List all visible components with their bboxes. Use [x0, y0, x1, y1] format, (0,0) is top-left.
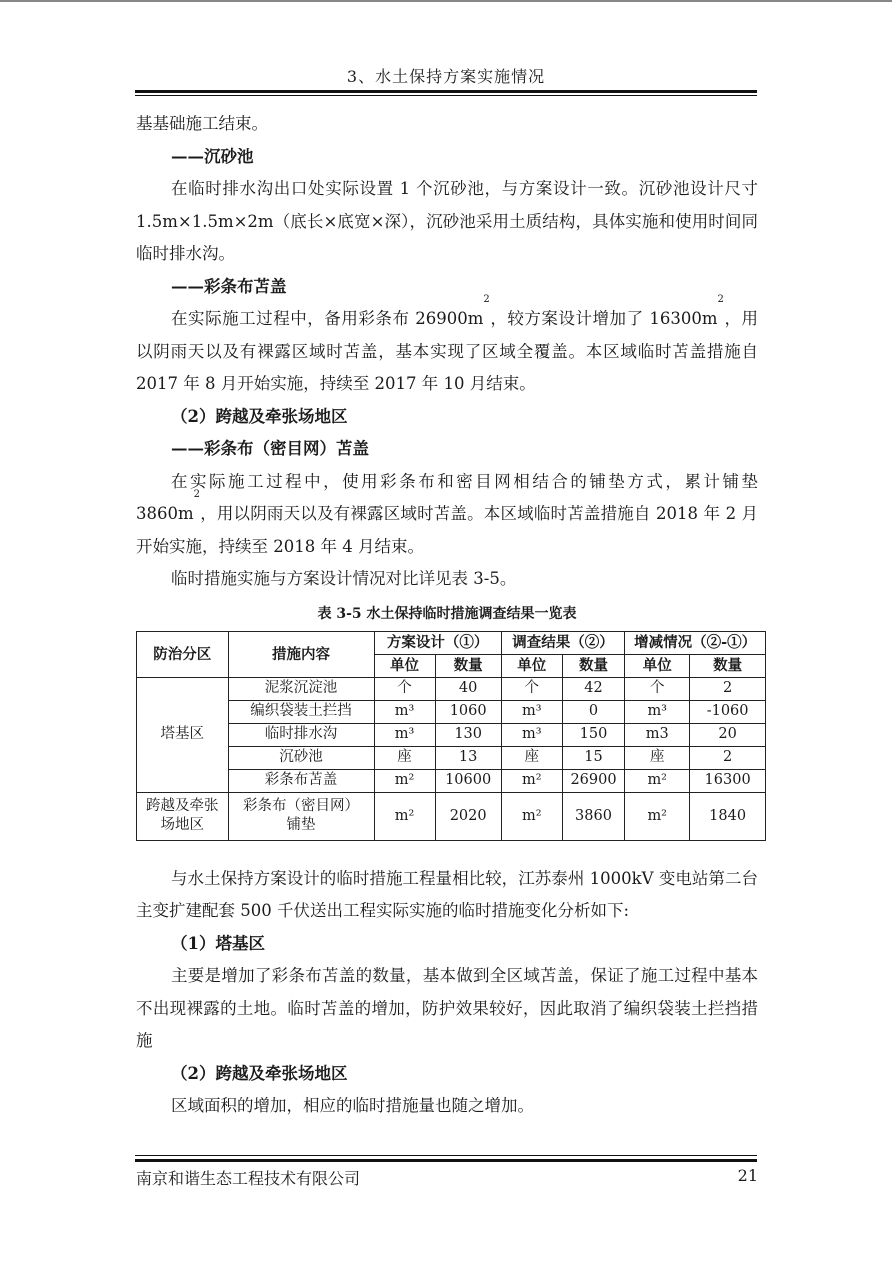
table-row [137, 700, 766, 723]
subheading-crossing-area: （2）跨越及牵张场地区 [171, 406, 348, 426]
table-row [137, 746, 766, 769]
cell: 1060 [435, 700, 501, 723]
superscript: 2 [717, 294, 724, 305]
cell: 13 [435, 746, 501, 769]
measure-cell: 彩条布（密目网）铺垫 [228, 792, 374, 840]
header-unit: 单位 [625, 654, 690, 677]
superscript: 2 [483, 294, 490, 305]
paragraph: 基基础施工结束。 [136, 114, 268, 133]
cell: m³ [501, 700, 562, 723]
subheading-tower-area: （1）塔基区 [171, 933, 265, 953]
cell: 15 [562, 746, 624, 769]
header-survey: 调查结果（②） [501, 631, 624, 654]
superscript: 2 [193, 489, 201, 500]
paragraph: 与水土保持方案设计的临时措施工程量相比较，江苏泰州 1000kV 变电站第二台主变扩建配套 500 千伏送出工程实际实施的临时措施变化分析如下: [136, 868, 758, 920]
text-run: 在实际施工过程中，备用彩条布 26900m [171, 309, 484, 328]
measure-cell: 泥浆沉淀池 [228, 677, 374, 700]
paragraph: 区域面积的增加，相应的临时措施量也随之增加。 [171, 1096, 534, 1115]
text-run: 在实际施工过程中，使用彩条布和密目网相结合的铺垫方式，累计铺垫 3860m [136, 471, 758, 523]
table-caption: 表 3-5 水土保持临时措施调查结果一览表 [317, 605, 577, 622]
subheading-crossing-area: （2）跨越及牵张场地区 [171, 1063, 348, 1083]
cell: 42 [562, 677, 624, 700]
text-run: ，用以阴雨天以及有裸露区域时苫盖，基本实现了区域全覆盖。本区域临时苫盖措施自 2017 年 8 月开始实施，持续至 2017 年 10 月结束。 [136, 309, 758, 393]
header-qty: 数量 [435, 654, 501, 677]
cell: 个 [501, 677, 562, 700]
paragraph [136, 294, 758, 401]
spacer [136, 841, 758, 863]
cell: 2020 [435, 792, 501, 840]
table-row [137, 723, 766, 746]
cell: 20 [690, 723, 766, 746]
paragraph: 主要是增加了彩条布苫盖的数量，基本做到全区域苫盖，保证了施工过程中基本不出现裸露的土地。临时苫盖的增加，防护效果较好，因此取消了编织袋装土拦挡措施 [136, 966, 758, 1050]
cell: 150 [562, 723, 624, 746]
header-change: 增减情况（②-①） [625, 631, 766, 654]
zone-cell: 跨越及牵张场地区 [137, 792, 229, 840]
cell: 130 [435, 723, 501, 746]
cell: m² [374, 792, 435, 840]
measure-cell: 编织袋装土拦挡 [228, 700, 374, 723]
cell: m² [501, 792, 562, 840]
cell: m³ [501, 723, 562, 746]
header-rule-thick [135, 90, 757, 93]
cell: 1840 [690, 792, 766, 840]
cell: 40 [435, 677, 501, 700]
cell: m³ [625, 700, 690, 723]
page-header-title: 3、水土保持方案实施情况 [346, 67, 546, 86]
header-qty: 数量 [690, 654, 766, 677]
cell: 个 [374, 677, 435, 700]
table-row [137, 769, 766, 792]
cell: 2 [690, 677, 766, 700]
cell: 2 [690, 746, 766, 769]
page-number: 21 [737, 1166, 758, 1185]
subheading-cloth-mesh-cover: ——彩条布（密目网）苫盖 [171, 439, 369, 458]
text-run: ，用以阴雨天以及有裸露区域时苫盖。本区域临时苫盖措施自 2018 年 2 月开始实施，持续至 2018 年 4 月结束。 [136, 504, 758, 556]
header-unit: 单位 [501, 654, 562, 677]
header-zone: 防治分区 [137, 631, 229, 677]
header-plan: 方案设计（①） [374, 631, 501, 654]
cell: 座 [625, 746, 690, 769]
temporary-measures-table [136, 631, 766, 841]
header-unit: 单位 [374, 654, 435, 677]
header-qty: 数量 [562, 654, 624, 677]
text-run: ，较方案设计增加了 16300m [489, 309, 718, 328]
cell: m³ [374, 723, 435, 746]
footer-rule-thick [135, 1159, 757, 1162]
measure-cell: 彩条布苫盖 [228, 769, 374, 792]
zone-cell: 塔基区 [137, 677, 229, 792]
header-rule-thin [135, 95, 757, 96]
table-row [137, 792, 766, 840]
cell: -1060 [690, 700, 766, 723]
cell: m² [501, 769, 562, 792]
cell: m3 [625, 723, 690, 746]
footer-rule-thin [135, 1155, 757, 1156]
header-measure: 措施内容 [228, 631, 374, 677]
cell: 3860 [562, 792, 624, 840]
measure-cell: 临时排水沟 [228, 723, 374, 746]
cell: m³ [374, 700, 435, 723]
subheading-color-cloth-cover: ——彩条布苫盖 [171, 276, 287, 296]
subheading-sedimentation-pond: ——沉砂池 [171, 146, 254, 166]
cell: 座 [501, 746, 562, 769]
cell: 0 [562, 700, 624, 723]
paragraph [136, 466, 758, 564]
cell: 16300 [690, 769, 766, 792]
cell: m² [625, 792, 690, 840]
cell: 个 [625, 677, 690, 700]
body-content [136, 108, 758, 1123]
table-header-row [137, 631, 766, 654]
paragraph: 临时措施实施与方案设计情况对比详见表 3-5。 [171, 569, 517, 588]
cell: m² [374, 769, 435, 792]
paragraph: 在临时排水沟出口处实际设置 1 个沉砂池，与方案设计一致。沉砂池设计尺寸 1.5m×1.5m×2m（底长×底宽×深），沉砂池采用土质结构，具体实施和使用时间同临时排水沟。 [136, 179, 758, 263]
cell: 10600 [435, 769, 501, 792]
top-border [0, 0, 892, 2]
cell: 26900 [562, 769, 624, 792]
cell: 座 [374, 746, 435, 769]
table-row [137, 677, 766, 700]
cell: m² [625, 769, 690, 792]
footer-company: 南京和谐生态工程技术有限公司 [136, 1169, 361, 1188]
measure-cell: 沉砂池 [228, 746, 374, 769]
